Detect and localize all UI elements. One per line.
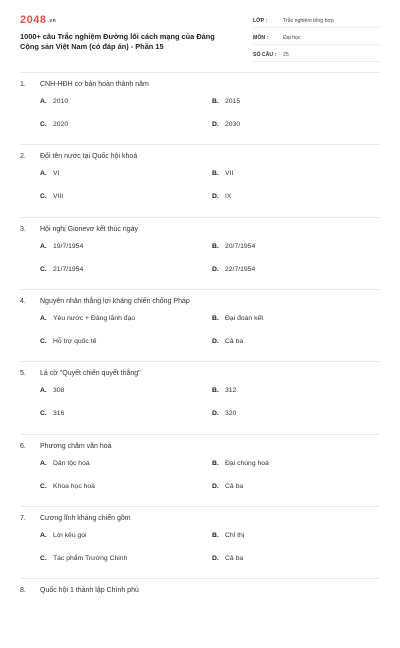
answer-option[interactable] [212,409,236,419]
answer-option-letter: A. [40,170,47,178]
meta-count-label: SỐ CÂU : [253,51,277,58]
answer-option[interactable] [212,459,269,469]
answer-option[interactable] [40,531,87,541]
answer-option-text: Khoa học hoá [53,482,95,490]
question-separator [20,217,380,218]
question-number: 3. [20,225,26,233]
question-item [20,80,380,142]
answer-option-text: Dân tộc hoá [53,459,90,467]
answer-option-letter: D. [212,410,219,418]
question-text [20,80,380,90]
answer-option[interactable] [212,554,243,564]
answer-option[interactable] [212,97,240,107]
question-label: Cương lĩnh kháng chiến gồm [40,514,131,522]
answer-option-text: 320 [225,410,237,418]
question-text [20,514,380,524]
answer-option-letter: B. [212,314,219,322]
answer-option[interactable] [40,337,96,347]
answer-option-text: VII [225,170,234,178]
question-number: 5. [20,370,26,378]
question-item [20,586,380,648]
answer-option-letter: A. [40,459,47,467]
answer-option-text: Lời kêu gọi [53,531,87,539]
answer-option-letter: A. [40,387,47,395]
answer-option[interactable] [212,169,233,179]
answer-option[interactable] [212,120,240,130]
answer-option-text: Cả ba [225,554,244,562]
answer-option[interactable] [212,337,243,347]
question-item [20,442,380,504]
answer-option-letter: D. [212,121,219,128]
answer-option[interactable] [212,482,243,492]
meta-class-row [253,14,381,28]
meta-subject-row [253,31,381,45]
answer-option-text: Đại chúng hoá [225,459,269,467]
answer-option-text: 21/7/1954 [53,265,84,273]
answer-option-text: 2030 [225,121,241,128]
answer-option-text: IX [225,193,232,201]
question-number: 6. [20,442,26,450]
question-text [20,586,380,596]
answer-option-letter: B. [212,98,219,105]
meta-subject-label: MÔN : [253,34,269,41]
question-number: 2. [20,153,26,161]
question-label: Lá cờ "Quyết chiến quyết thắng" [40,370,141,378]
answer-option-letter: C. [40,410,47,418]
answer-option-text: Hỗ trợ quốc tế [53,337,97,345]
answer-option[interactable] [40,459,90,469]
answer-option-text: 312 [225,387,237,395]
answer-option-letter: D. [212,554,219,562]
meta-count-row [253,48,381,62]
answer-option[interactable] [212,531,244,541]
answer-option-letter: C. [40,482,47,490]
answer-option-letter: B. [212,242,219,250]
answer-option-letter: D. [212,265,219,273]
answer-option-letter: C. [40,554,47,562]
answer-option[interactable] [40,482,95,492]
document-title: 1000+ câu Trắc nghiệm Đường lối cách mạng của Đảng Cộng sản Việt Nam (có đáp án) - Phần 15 [20,32,215,51]
document-meta [253,14,381,65]
logo-suffix: .vn [47,18,57,24]
question-separator [20,289,380,290]
answer-option-text: VI [53,170,60,178]
answer-option-text: Cả ba [225,482,244,490]
answer-option-letter: C. [40,121,47,128]
question-item [20,514,380,576]
meta-subject-value: Đại học [283,34,301,41]
answer-option-text: 2020 [53,121,69,128]
question-number: 1. [20,81,26,88]
answer-option[interactable] [40,97,68,107]
question-separator [20,144,380,145]
answer-option-letter: C. [40,265,47,273]
logo-text: 2048 [20,14,47,26]
question-separator [20,506,380,507]
answer-option-letter: B. [212,531,219,539]
question-separator [20,434,380,435]
answer-option-letter: A. [40,531,47,539]
question-label: Hội nghị Gionevơ kết thúc ngày [40,225,138,233]
answer-option[interactable] [40,242,83,252]
answer-option[interactable] [40,314,135,324]
question-separator [20,578,380,579]
answer-option-text: 308 [53,387,65,395]
answer-option-text: 22/7/1954 [225,265,256,273]
document-header [0,0,400,66]
question-text [20,297,380,307]
answer-option-letter: A. [40,314,47,322]
question-item [20,297,380,359]
answer-option[interactable] [40,120,68,130]
question-number: 8. [20,587,26,595]
question-text [20,369,380,379]
answer-option-letter: D. [212,482,219,490]
answer-option[interactable] [212,192,231,202]
answer-option[interactable] [212,265,255,275]
meta-class-value: Trắc nghiệm tổng hợp [283,17,334,24]
answer-option[interactable] [212,314,263,324]
question-item [20,225,380,287]
answer-option-text: 316 [53,410,65,418]
answer-option-text: Chỉ thị [225,531,245,539]
question-label: CNH-HĐH cơ bản hoàn thành năm [40,81,149,88]
question-item [20,369,380,431]
question-label: Quốc hội 1 thành lập Chính phủ [40,587,139,595]
answer-option[interactable] [40,386,64,396]
answer-option-text: Yêu nước + Đảng lãnh đạo [53,314,136,322]
answer-option-letter: C. [40,337,47,345]
answer-option-text: 2010 [53,98,69,105]
answer-option[interactable] [212,242,255,252]
answer-option[interactable] [40,169,59,179]
answer-option[interactable] [40,192,63,202]
answer-option-text: VIII [53,193,64,201]
answer-option-text: Tác phẩm Trường Chinh [53,554,128,562]
answer-option-text: 20/7/1954 [225,242,256,250]
question-separator [20,361,380,362]
question-label: Phương châm văn hoá [40,442,112,450]
answer-option[interactable] [40,265,83,275]
question-text [20,152,380,162]
answer-option-letter: B. [212,459,219,467]
answer-option-text: 2015 [225,98,241,105]
question-text [20,225,380,235]
answer-option-letter: A. [40,242,47,250]
question-label: Nguyên nhân thắng lợi kháng chiến chống Pháp [40,297,190,305]
site-logo[interactable] [20,14,56,26]
answer-option-text: 19/7/1954 [53,242,84,250]
answer-option-letter: B. [212,387,219,395]
answer-option-text: Đại đoàn kết [225,314,264,322]
question-number: 7. [20,514,26,522]
question-number: 4. [20,297,26,305]
answer-option-letter: C. [40,193,47,201]
question-label: Đổi tên nước tại Quốc hội khoá [40,153,138,161]
answer-option-letter: B. [212,170,219,178]
answer-option-letter: D. [212,337,219,345]
answer-option-letter: D. [212,193,219,201]
question-item [20,152,380,214]
question-separator [20,72,380,73]
answer-option-letter: A. [40,98,47,105]
question-text [20,442,380,452]
meta-class-label: LỚP : [253,17,268,24]
answer-option[interactable] [40,554,127,564]
answer-option-text: Cả ba [225,337,244,345]
answer-option[interactable] [212,386,236,396]
meta-count-value: 25 [283,51,289,58]
answer-option[interactable] [40,409,64,419]
